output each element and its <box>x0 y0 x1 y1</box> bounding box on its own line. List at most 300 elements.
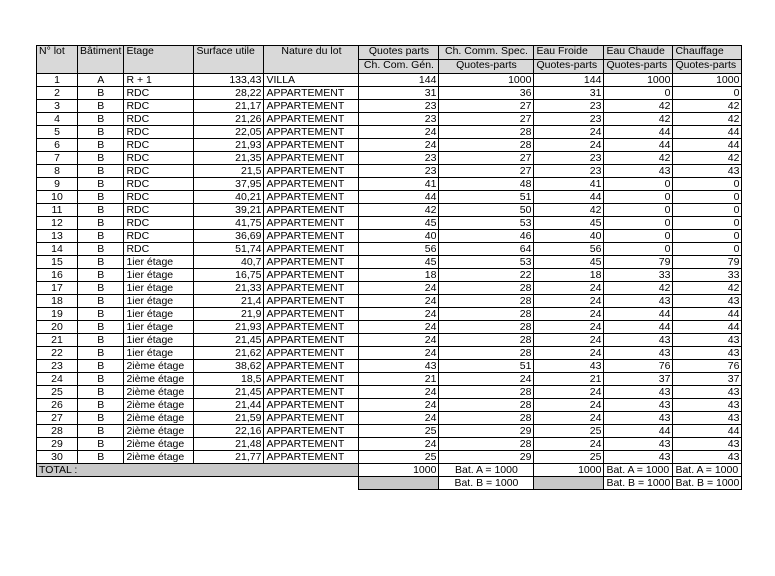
cell-nature: APPARTEMENT <box>264 243 359 256</box>
cell-quotes-parts: 144 <box>359 74 439 87</box>
cell-ch-comm-spec: 27 <box>439 100 534 113</box>
cell-chauffage: 43 <box>673 399 742 412</box>
cell-eau-chaude: 43 <box>604 334 673 347</box>
cell-chauffage: 0 <box>673 217 742 230</box>
cell-eau-chaude: 0 <box>604 243 673 256</box>
cell-etage: 2ième étage <box>124 412 194 425</box>
header-eau-froide: Eau Froide <box>534 46 604 60</box>
cell-nature: APPARTEMENT <box>264 399 359 412</box>
cell-lot: 15 <box>37 256 78 269</box>
cell-nature: APPARTEMENT <box>264 321 359 334</box>
cell-ch-comm-spec: 28 <box>439 386 534 399</box>
cell-ch-comm-spec: 28 <box>439 334 534 347</box>
cell-nature: APPARTEMENT <box>264 191 359 204</box>
header-batiment: Bâtiment <box>78 46 124 74</box>
cell-surface: 133,43 <box>194 74 264 87</box>
cell-ch-comm-spec: 64 <box>439 243 534 256</box>
cell-etage: R + 1 <box>124 74 194 87</box>
total-eau-froide: 1000 <box>534 464 604 477</box>
cell-ch-comm-spec: 28 <box>439 412 534 425</box>
cell-surface: 21,48 <box>194 438 264 451</box>
cell-surface: 21,35 <box>194 152 264 165</box>
cell-quotes-parts: 24 <box>359 126 439 139</box>
cell-surface: 21,93 <box>194 321 264 334</box>
cell-quotes-parts: 31 <box>359 87 439 100</box>
cell-chauffage: 42 <box>673 100 742 113</box>
table-row <box>37 386 742 399</box>
cell-eau-froide: 24 <box>534 126 604 139</box>
cell-etage: 1ier étage <box>124 321 194 334</box>
cell-lot: 23 <box>37 360 78 373</box>
cell-etage: 1ier étage <box>124 282 194 295</box>
cell-quotes-parts: 42 <box>359 204 439 217</box>
cell-eau-froide: 45 <box>534 256 604 269</box>
cell-ch-comm-spec: 27 <box>439 113 534 126</box>
cell-eau-chaude: 33 <box>604 269 673 282</box>
cell-chauffage: 42 <box>673 282 742 295</box>
cell-nature: APPARTEMENT <box>264 373 359 386</box>
cell-etage: 1ier étage <box>124 347 194 360</box>
table-row <box>37 217 742 230</box>
cell-etage: 2ième étage <box>124 425 194 438</box>
table-row <box>37 334 742 347</box>
cell-chauffage: 33 <box>673 269 742 282</box>
cell-ch-comm-spec: 22 <box>439 269 534 282</box>
cell-eau-froide: 23 <box>534 165 604 178</box>
cell-ch-comm-spec: 51 <box>439 360 534 373</box>
cell-eau-chaude: 42 <box>604 152 673 165</box>
cell-batiment: B <box>78 191 124 204</box>
cell-ch-comm-spec: 36 <box>439 87 534 100</box>
total-eau-chaude-bat-a: Bat. A = 1000 <box>604 464 673 477</box>
cell-quotes-parts: 24 <box>359 321 439 334</box>
cell-eau-froide: 24 <box>534 282 604 295</box>
cell-batiment: B <box>78 178 124 191</box>
cell-etage: 1ier étage <box>124 295 194 308</box>
cell-surface: 51,74 <box>194 243 264 256</box>
cell-eau-chaude: 0 <box>604 204 673 217</box>
cell-batiment: B <box>78 100 124 113</box>
cell-surface: 21,4 <box>194 295 264 308</box>
cell-surface: 40,7 <box>194 256 264 269</box>
cell-surface: 21,5 <box>194 165 264 178</box>
table-row <box>37 178 742 191</box>
total-qp-blank <box>359 477 439 490</box>
cell-batiment: B <box>78 282 124 295</box>
cell-surface: 21,26 <box>194 113 264 126</box>
cell-quotes-parts: 24 <box>359 399 439 412</box>
cell-eau-chaude: 0 <box>604 191 673 204</box>
cell-etage: 1ier étage <box>124 269 194 282</box>
cell-quotes-parts: 24 <box>359 347 439 360</box>
table-row <box>37 113 742 126</box>
cell-lot: 6 <box>37 139 78 152</box>
cell-lot: 18 <box>37 295 78 308</box>
cell-nature: APPARTEMENT <box>264 230 359 243</box>
cell-lot: 11 <box>37 204 78 217</box>
table-row <box>37 269 742 282</box>
cell-batiment: B <box>78 126 124 139</box>
cell-quotes-parts: 24 <box>359 139 439 152</box>
cell-etage: RDC <box>124 230 194 243</box>
cell-surface: 36,69 <box>194 230 264 243</box>
cell-eau-chaude: 43 <box>604 165 673 178</box>
cell-eau-froide: 23 <box>534 152 604 165</box>
cell-lot: 25 <box>37 386 78 399</box>
cell-surface: 28,22 <box>194 87 264 100</box>
cell-eau-froide: 144 <box>534 74 604 87</box>
cell-lot: 26 <box>37 399 78 412</box>
cell-etage: 1ier étage <box>124 334 194 347</box>
cell-ch-comm-spec: 24 <box>439 373 534 386</box>
header-eau-chaude: Eau Chaude <box>604 46 673 60</box>
cell-batiment: B <box>78 438 124 451</box>
table-row <box>37 308 742 321</box>
cell-ch-comm-spec: 27 <box>439 152 534 165</box>
cell-quotes-parts: 45 <box>359 217 439 230</box>
cell-chauffage: 1000 <box>673 74 742 87</box>
cell-ch-comm-spec: 28 <box>439 308 534 321</box>
cell-etage: 2ième étage <box>124 399 194 412</box>
cell-batiment: B <box>78 412 124 425</box>
cell-surface: 21,59 <box>194 412 264 425</box>
cell-batiment: B <box>78 425 124 438</box>
cell-nature: APPARTEMENT <box>264 152 359 165</box>
cell-quotes-parts: 41 <box>359 178 439 191</box>
cell-chauffage: 43 <box>673 451 742 464</box>
cell-batiment: B <box>78 152 124 165</box>
cell-eau-froide: 21 <box>534 373 604 386</box>
total-ccs-bat-a: Bat. A = 1000 <box>439 464 534 477</box>
cell-etage: RDC <box>124 191 194 204</box>
cell-chauffage: 79 <box>673 256 742 269</box>
cell-chauffage: 43 <box>673 165 742 178</box>
cell-etage: 2ième étage <box>124 360 194 373</box>
cell-surface: 21,62 <box>194 347 264 360</box>
cell-nature: APPARTEMENT <box>264 334 359 347</box>
cell-eau-froide: 41 <box>534 178 604 191</box>
cell-quotes-parts: 23 <box>359 100 439 113</box>
header-chauffage-sub: Quotes-parts <box>673 60 742 74</box>
header-ch-comm-spec-sub: Quotes-parts <box>439 60 534 74</box>
cell-nature: APPARTEMENT <box>264 256 359 269</box>
cell-eau-froide: 45 <box>534 217 604 230</box>
cell-batiment: B <box>78 451 124 464</box>
cell-ch-comm-spec: 28 <box>439 399 534 412</box>
cell-eau-chaude: 79 <box>604 256 673 269</box>
total-chauffage-bat-a: Bat. A = 1000 <box>673 464 742 477</box>
cell-eau-chaude: 43 <box>604 295 673 308</box>
cell-eau-froide: 43 <box>534 360 604 373</box>
cell-nature: APPARTEMENT <box>264 451 359 464</box>
total-quotes-parts: 1000 <box>359 464 439 477</box>
header-lot: N° lot <box>37 46 78 74</box>
cell-lot: 28 <box>37 425 78 438</box>
cell-lot: 20 <box>37 321 78 334</box>
cell-eau-chaude: 0 <box>604 217 673 230</box>
cell-eau-chaude: 43 <box>604 451 673 464</box>
cell-lot: 2 <box>37 87 78 100</box>
cell-etage: RDC <box>124 87 194 100</box>
cell-batiment: B <box>78 321 124 334</box>
cell-lot: 17 <box>37 282 78 295</box>
table-row <box>37 243 742 256</box>
cell-eau-froide: 24 <box>534 308 604 321</box>
cell-eau-froide: 23 <box>534 113 604 126</box>
cell-eau-chaude: 0 <box>604 87 673 100</box>
cell-quotes-parts: 18 <box>359 269 439 282</box>
table-row <box>37 425 742 438</box>
cell-ch-comm-spec: 28 <box>439 295 534 308</box>
cell-lot: 16 <box>37 269 78 282</box>
header-eau-chaude-sub: Quotes-parts <box>604 60 673 74</box>
cell-chauffage: 37 <box>673 373 742 386</box>
cell-lot: 4 <box>37 113 78 126</box>
total-ef-blank <box>534 477 604 490</box>
cell-eau-froide: 56 <box>534 243 604 256</box>
cell-chauffage: 44 <box>673 126 742 139</box>
cell-lot: 8 <box>37 165 78 178</box>
cell-chauffage: 44 <box>673 321 742 334</box>
cell-eau-froide: 24 <box>534 399 604 412</box>
cell-nature: APPARTEMENT <box>264 165 359 178</box>
cell-chauffage: 43 <box>673 438 742 451</box>
cell-nature: APPARTEMENT <box>264 412 359 425</box>
cell-nature: APPARTEMENT <box>264 178 359 191</box>
cell-etage: 1ier étage <box>124 256 194 269</box>
table-row <box>37 321 742 334</box>
cell-surface: 21,45 <box>194 334 264 347</box>
cell-eau-chaude: 43 <box>604 386 673 399</box>
cell-surface: 21,45 <box>194 386 264 399</box>
table-row <box>37 165 742 178</box>
cell-batiment: B <box>78 87 124 100</box>
header-surface: Surface utile <box>194 46 264 74</box>
header-ch-comm-spec: Ch. Comm. Spec. <box>439 46 534 60</box>
cell-eau-froide: 24 <box>534 438 604 451</box>
header-chauffage: Chauffage <box>673 46 742 60</box>
cell-nature: APPARTEMENT <box>264 217 359 230</box>
table-row <box>37 230 742 243</box>
table-header <box>37 46 742 74</box>
total-ccs-bat-b: Bat. B = 1000 <box>439 477 534 490</box>
cell-ch-comm-spec: 28 <box>439 126 534 139</box>
table-row <box>37 373 742 386</box>
cell-chauffage: 42 <box>673 152 742 165</box>
cell-eau-chaude: 37 <box>604 373 673 386</box>
table-row <box>37 100 742 113</box>
cell-etage: 1ier étage <box>124 308 194 321</box>
cell-quotes-parts: 23 <box>359 165 439 178</box>
cell-chauffage: 0 <box>673 230 742 243</box>
cell-eau-chaude: 42 <box>604 282 673 295</box>
cell-batiment: B <box>78 139 124 152</box>
cell-lot: 30 <box>37 451 78 464</box>
cell-eau-froide: 23 <box>534 100 604 113</box>
cell-surface: 22,16 <box>194 425 264 438</box>
table-row <box>37 399 742 412</box>
table-row <box>37 191 742 204</box>
cell-quotes-parts: 24 <box>359 334 439 347</box>
cell-eau-chaude: 44 <box>604 321 673 334</box>
cell-quotes-parts: 45 <box>359 256 439 269</box>
cell-ch-comm-spec: 53 <box>439 217 534 230</box>
cell-nature: APPARTEMENT <box>264 386 359 399</box>
cell-eau-froide: 40 <box>534 230 604 243</box>
cell-quotes-parts: 21 <box>359 373 439 386</box>
cell-nature: APPARTEMENT <box>264 204 359 217</box>
cell-quotes-parts: 24 <box>359 282 439 295</box>
cell-eau-froide: 42 <box>534 204 604 217</box>
cell-lot: 22 <box>37 347 78 360</box>
cell-quotes-parts: 23 <box>359 113 439 126</box>
header-quotes-parts: Quotes parts <box>359 46 439 60</box>
cell-batiment: B <box>78 386 124 399</box>
cell-nature: APPARTEMENT <box>264 113 359 126</box>
table-row <box>37 438 742 451</box>
cell-batiment: B <box>78 256 124 269</box>
cell-etage: RDC <box>124 204 194 217</box>
cell-ch-comm-spec: 28 <box>439 321 534 334</box>
cell-ch-comm-spec: 48 <box>439 178 534 191</box>
table-row <box>37 347 742 360</box>
cell-chauffage: 44 <box>673 308 742 321</box>
cell-surface: 21,17 <box>194 100 264 113</box>
cell-etage: 2ième étage <box>124 438 194 451</box>
cell-eau-chaude: 42 <box>604 113 673 126</box>
cell-eau-chaude: 42 <box>604 100 673 113</box>
cell-etage: RDC <box>124 152 194 165</box>
cell-batiment: B <box>78 399 124 412</box>
cell-eau-chaude: 0 <box>604 230 673 243</box>
cell-lot: 14 <box>37 243 78 256</box>
cell-eau-froide: 24 <box>534 334 604 347</box>
cell-quotes-parts: 40 <box>359 230 439 243</box>
cell-etage: 2ième étage <box>124 451 194 464</box>
cell-surface: 41,75 <box>194 217 264 230</box>
cell-batiment: B <box>78 269 124 282</box>
cell-ch-comm-spec: 27 <box>439 165 534 178</box>
cell-eau-chaude: 44 <box>604 126 673 139</box>
cell-surface: 21,77 <box>194 451 264 464</box>
cell-nature: APPARTEMENT <box>264 269 359 282</box>
cell-quotes-parts: 24 <box>359 386 439 399</box>
table-row <box>37 295 742 308</box>
cell-eau-chaude: 44 <box>604 139 673 152</box>
cell-chauffage: 43 <box>673 347 742 360</box>
header-quotes-parts-sub: Ch. Com. Gén. <box>359 60 439 74</box>
cell-lot: 1 <box>37 74 78 87</box>
cell-chauffage: 0 <box>673 191 742 204</box>
cell-surface: 37,95 <box>194 178 264 191</box>
cell-quotes-parts: 23 <box>359 152 439 165</box>
cell-eau-chaude: 43 <box>604 438 673 451</box>
table-row <box>37 204 742 217</box>
cell-ch-comm-spec: 46 <box>439 230 534 243</box>
total-eau-chaude-bat-b: Bat. B = 1000 <box>604 477 673 490</box>
cell-etage: RDC <box>124 100 194 113</box>
cell-lot: 5 <box>37 126 78 139</box>
cell-lot: 10 <box>37 191 78 204</box>
cell-chauffage: 0 <box>673 87 742 100</box>
cell-lot: 24 <box>37 373 78 386</box>
cell-lot: 19 <box>37 308 78 321</box>
total-label: TOTAL : <box>37 464 359 477</box>
cell-batiment: B <box>78 295 124 308</box>
cell-nature: APPARTEMENT <box>264 360 359 373</box>
cell-ch-comm-spec: 28 <box>439 438 534 451</box>
cell-eau-froide: 25 <box>534 425 604 438</box>
cell-quotes-parts: 24 <box>359 295 439 308</box>
cell-eau-chaude: 43 <box>604 347 673 360</box>
cell-batiment: B <box>78 308 124 321</box>
cell-ch-comm-spec: 50 <box>439 204 534 217</box>
cell-ch-comm-spec: 51 <box>439 191 534 204</box>
cell-lot: 3 <box>37 100 78 113</box>
cell-eau-froide: 24 <box>534 139 604 152</box>
cell-surface: 21,93 <box>194 139 264 152</box>
cell-etage: RDC <box>124 243 194 256</box>
cell-ch-comm-spec: 1000 <box>439 74 534 87</box>
cell-eau-chaude: 43 <box>604 399 673 412</box>
cell-chauffage: 44 <box>673 139 742 152</box>
cell-surface: 39,21 <box>194 204 264 217</box>
cell-lot: 13 <box>37 230 78 243</box>
cell-lot: 21 <box>37 334 78 347</box>
header-eau-froide-sub: Quotes-parts <box>534 60 604 74</box>
table-row <box>37 412 742 425</box>
cell-batiment: B <box>78 347 124 360</box>
cell-quotes-parts: 24 <box>359 308 439 321</box>
cell-ch-comm-spec: 53 <box>439 256 534 269</box>
cell-batiment: B <box>78 373 124 386</box>
cell-quotes-parts: 44 <box>359 191 439 204</box>
cell-nature: APPARTEMENT <box>264 347 359 360</box>
cell-chauffage: 0 <box>673 178 742 191</box>
cell-eau-froide: 24 <box>534 386 604 399</box>
cell-etage: RDC <box>124 178 194 191</box>
cell-nature: APPARTEMENT <box>264 295 359 308</box>
cell-chauffage: 42 <box>673 113 742 126</box>
cell-surface: 21,9 <box>194 308 264 321</box>
cell-surface: 16,75 <box>194 269 264 282</box>
cell-eau-froide: 24 <box>534 321 604 334</box>
table-row <box>37 152 742 165</box>
cell-eau-chaude: 43 <box>604 412 673 425</box>
cell-batiment: A <box>78 74 124 87</box>
cell-surface: 40,21 <box>194 191 264 204</box>
header-nature: Nature du lot <box>264 46 359 74</box>
cell-quotes-parts: 24 <box>359 438 439 451</box>
cell-nature: VILLA <box>264 74 359 87</box>
table-row <box>37 87 742 100</box>
header-etage: Etage <box>124 46 194 74</box>
cell-batiment: B <box>78 230 124 243</box>
cell-lot: 7 <box>37 152 78 165</box>
cell-quotes-parts: 25 <box>359 451 439 464</box>
cell-eau-chaude: 0 <box>604 178 673 191</box>
cell-batiment: B <box>78 113 124 126</box>
table-row <box>37 451 742 464</box>
cell-eau-chaude: 1000 <box>604 74 673 87</box>
cell-nature: APPARTEMENT <box>264 308 359 321</box>
cell-chauffage: 44 <box>673 425 742 438</box>
cell-chauffage: 43 <box>673 412 742 425</box>
cell-quotes-parts: 56 <box>359 243 439 256</box>
cell-eau-froide: 24 <box>534 295 604 308</box>
cell-chauffage: 43 <box>673 334 742 347</box>
cell-etage: RDC <box>124 139 194 152</box>
